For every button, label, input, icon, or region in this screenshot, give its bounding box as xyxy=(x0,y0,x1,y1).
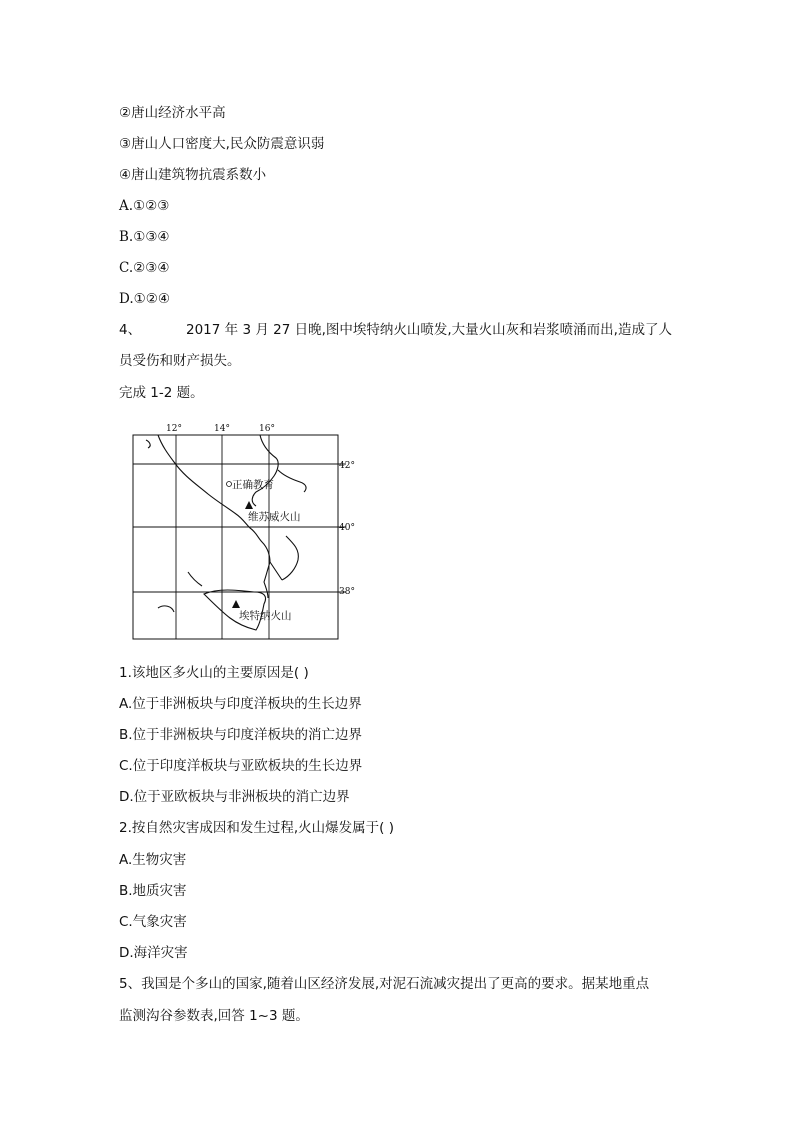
lon-label-12: 12° xyxy=(166,424,182,434)
question-2-option-a: A.生物灾害 xyxy=(119,852,187,868)
question-1-option-b: B.位于非洲板块与印度洋板块的消亡边界 xyxy=(119,727,363,743)
lon-label-16: 16° xyxy=(259,424,275,434)
watermark-icon xyxy=(227,482,232,487)
statement-4: ④唐山建筑物抗震系数小 xyxy=(119,167,267,183)
question-1-option-c: C.位于印度洋板块与亚欧板块的生长边界 xyxy=(119,758,363,774)
question-2-option-d: D.海洋灾害 xyxy=(119,945,188,961)
option-b: B.①③④ xyxy=(119,229,170,245)
lon-label-14: 14° xyxy=(214,424,230,434)
question-4-line1 xyxy=(0,321,794,339)
option-c: C.②③④ xyxy=(119,260,170,276)
statement-3: ③唐山人口密度大,民众防震意识弱 xyxy=(119,136,325,152)
map-watermark: 正确教育 xyxy=(232,479,274,491)
question-2-option-c: C.气象灾害 xyxy=(119,914,187,930)
volcano-icon xyxy=(245,501,253,509)
option-d: D.①②④ xyxy=(119,291,170,307)
lat-label-40: 40° xyxy=(339,523,355,533)
question-1-stem: 1.该地区多火山的主要原因是( ) xyxy=(119,665,309,681)
statement-2: ②唐山经济水平高 xyxy=(119,105,226,121)
map-frame xyxy=(133,435,338,639)
question-2-option-b: B.地质灾害 xyxy=(119,883,187,899)
lat-label-38: 38° xyxy=(339,587,355,597)
question-4-number: 4、 xyxy=(119,322,142,338)
volcano-icon xyxy=(232,600,240,608)
question-4-instruction: 完成 1-2 题。 xyxy=(119,385,204,401)
question-4-line2: 员受伤和财产损失。 xyxy=(119,353,241,369)
question-5-line2: 监测沟谷参数表,回答 1~3 题。 xyxy=(119,1008,309,1024)
question-5-line1: 5、我国是个多山的国家,随着山区经济发展,对泥石流减灾提出了更高的要求。据某地重点 xyxy=(119,976,650,992)
italy-volcano-map xyxy=(118,418,368,646)
question-2-stem: 2.按自然灾害成因和发生过程,火山爆发属于( ) xyxy=(119,820,394,836)
vesuvius-label: 维苏威火山 xyxy=(248,511,301,523)
map-grid xyxy=(133,435,346,639)
question-1-option-a: A.位于非洲板块与印度洋板块的生长边界 xyxy=(119,696,362,712)
etna-label: 埃特纳火山 xyxy=(239,610,292,622)
question-4-text: 2017 年 3 月 27 日晚,图中埃特纳火山喷发,大量火山灰和岩浆喷涌而出,造成了人 xyxy=(186,322,672,338)
lat-label-42: 42° xyxy=(339,461,355,471)
option-a: A.①②③ xyxy=(119,198,170,214)
question-1-option-d: D.位于亚欧板块与非洲板块的消亡边界 xyxy=(119,789,350,805)
